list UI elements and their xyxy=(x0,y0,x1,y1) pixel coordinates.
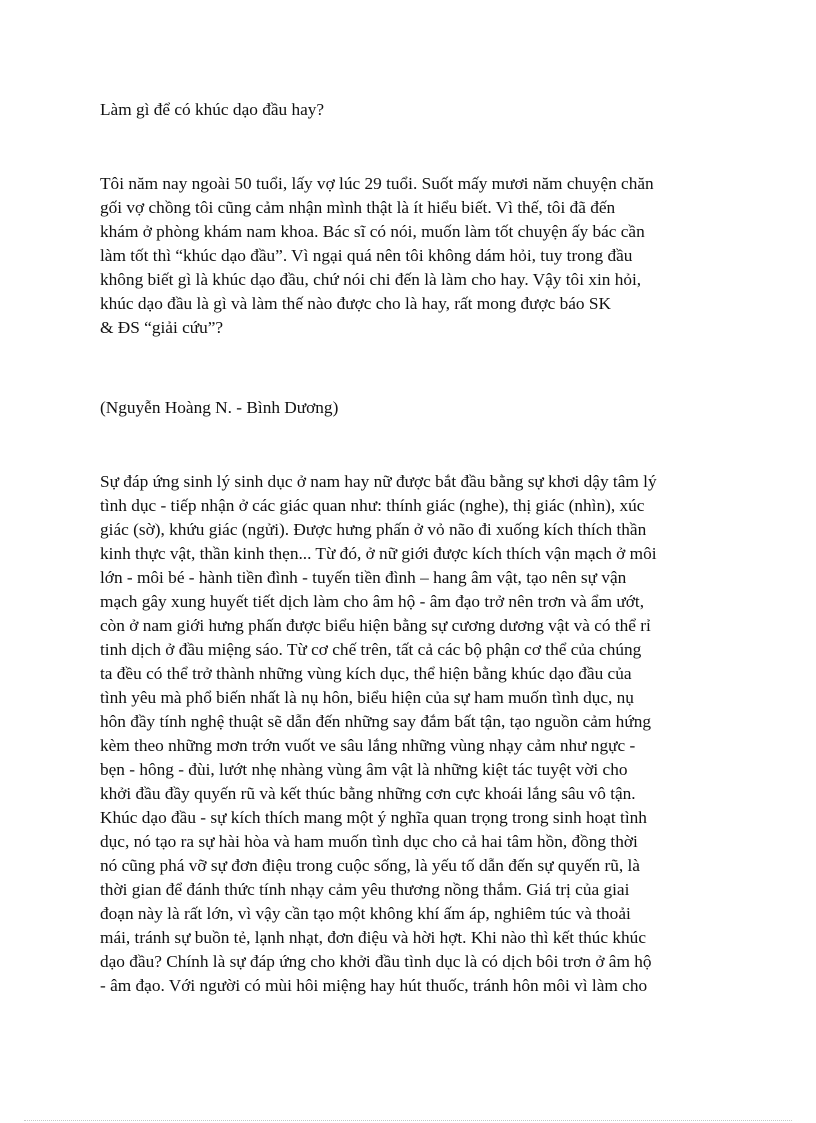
page-divider xyxy=(24,1120,792,1121)
answer-line: còn ở nam giới hưng phấn được biểu hiện bằng sự cương dương vật và có thể rỉ xyxy=(100,616,651,635)
answer-line: khởi đầu đầy quyến rũ và kết thúc bằng những cơn cực khoái lắng sâu vô tận. xyxy=(100,784,636,803)
answer-line: ta đều có thể trở thành những vùng kích dục, thể hiện bằng khúc dạo đầu của xyxy=(100,664,632,683)
answer-line: tình yêu mà phổ biến nhất là nụ hôn, biểu hiện của sự ham muốn tình dục, nụ xyxy=(100,688,634,707)
question-line: khám ở phòng khám nam khoa. Bác sĩ có nói, muốn làm tốt chuyện ấy bác cần xyxy=(100,222,645,241)
answer-line: kinh thực vật, thần kinh thẹn... Từ đó, ở nữ giới được kích thích vận mạch ở môi xyxy=(100,544,657,563)
answer-line: dạo đầu? Chính là sự đáp ứng cho khởi đầu tình dục là có dịch bôi trơn ở âm hộ xyxy=(100,952,652,971)
document-title: Làm gì để có khúc dạo đầu hay? xyxy=(100,100,325,119)
answer-line: dục, nó tạo ra sự hài hòa và ham muốn tình dục cho cả hai tâm hồn, đồng thời xyxy=(100,832,638,851)
answer-line: hôn đầy tính nghệ thuật sẽ dẫn đến những say đắm bất tận, tạo nguồn cảm hứng xyxy=(100,712,651,731)
answer-line: mái, tránh sự buồn tẻ, lạnh nhạt, đơn điệu và hời hợt. Khi nào thì kết thúc khúc xyxy=(100,928,646,947)
answer-line: kèm theo những mơn trớn vuốt ve sâu lắng những vùng nhạy cảm như ngực - xyxy=(100,736,636,755)
answer-line: Khúc dạo đầu - sự kích thích mang một ý nghĩa quan trọng trong sinh hoạt tình xyxy=(100,808,647,827)
question-line: khúc dạo đầu là gì và làm thế nào được cho là hay, rất mong được báo SK xyxy=(100,294,611,313)
answer-line: nó cũng phá vỡ sự đơn điệu trong cuộc sống, là yếu tố dẫn đến sự quyến rũ, là xyxy=(100,856,640,875)
answer-line: tinh dịch ở đầu miệng sáo. Từ cơ chế trên, tất cả các bộ phận cơ thể của chúng xyxy=(100,640,642,659)
question-line: làm tốt thì “khúc dạo đầu”. Vì ngại quá nên tôi không dám hỏi, tuy trong đầu xyxy=(100,246,633,265)
answer-line: tình dục - tiếp nhận ở các giác quan như: thính giác (nghe), thị giác (nhìn), xúc xyxy=(100,496,645,515)
question-line: gối vợ chồng tôi cũng cảm nhận mình thật là ít hiểu biết. Vì thế, tôi đã đến xyxy=(100,198,616,217)
signature: (Nguyễn Hoàng N. - Bình Dương) xyxy=(100,398,339,417)
answer-line: lớn - môi bé - hành tiền đình - tuyến tiền đình – hang âm vật, tạo nên sự vận xyxy=(100,568,627,587)
answer-line: giác (sờ), khứu giác (ngửi). Được hưng phấn ở vỏ não đi xuống kích thích thần xyxy=(100,520,647,539)
answer-line: mạch gây xung huyết tiết dịch làm cho âm hộ - âm đạo trở nên trơn và ẩm ướt, xyxy=(100,592,645,611)
answer-line: đoạn này là rất lớn, vì vậy cần tạo một không khí ấm áp, nghiêm túc và thoải xyxy=(100,904,631,923)
question-line: & ĐS “giải cứu”? xyxy=(100,318,224,337)
answer-line: thời gian để đánh thức tính nhạy cảm yêu thương nồng thắm. Giá trị của giai xyxy=(100,880,630,899)
answer-line: - âm đạo. Với người có mùi hôi miệng hay hút thuốc, tránh hôn môi vì làm cho xyxy=(100,976,648,995)
answer-line: bẹn - hông - đùi, lướt nhẹ nhàng vùng âm vật là những kiệt tác tuyệt vời cho xyxy=(100,760,628,779)
question-line: Tôi năm nay ngoài 50 tuổi, lấy vợ lúc 29 tuổi. Suốt mấy mươi năm chuyện chăn xyxy=(100,174,654,193)
question-line: không biết gì là khúc dạo đầu, chứ nói chi đến là làm cho hay. Vậy tôi xin hỏi, xyxy=(100,270,642,289)
answer-line: Sự đáp ứng sinh lý sinh dục ở nam hay nữ được bắt đầu bằng sự khơi dậy tâm lý xyxy=(100,472,657,491)
